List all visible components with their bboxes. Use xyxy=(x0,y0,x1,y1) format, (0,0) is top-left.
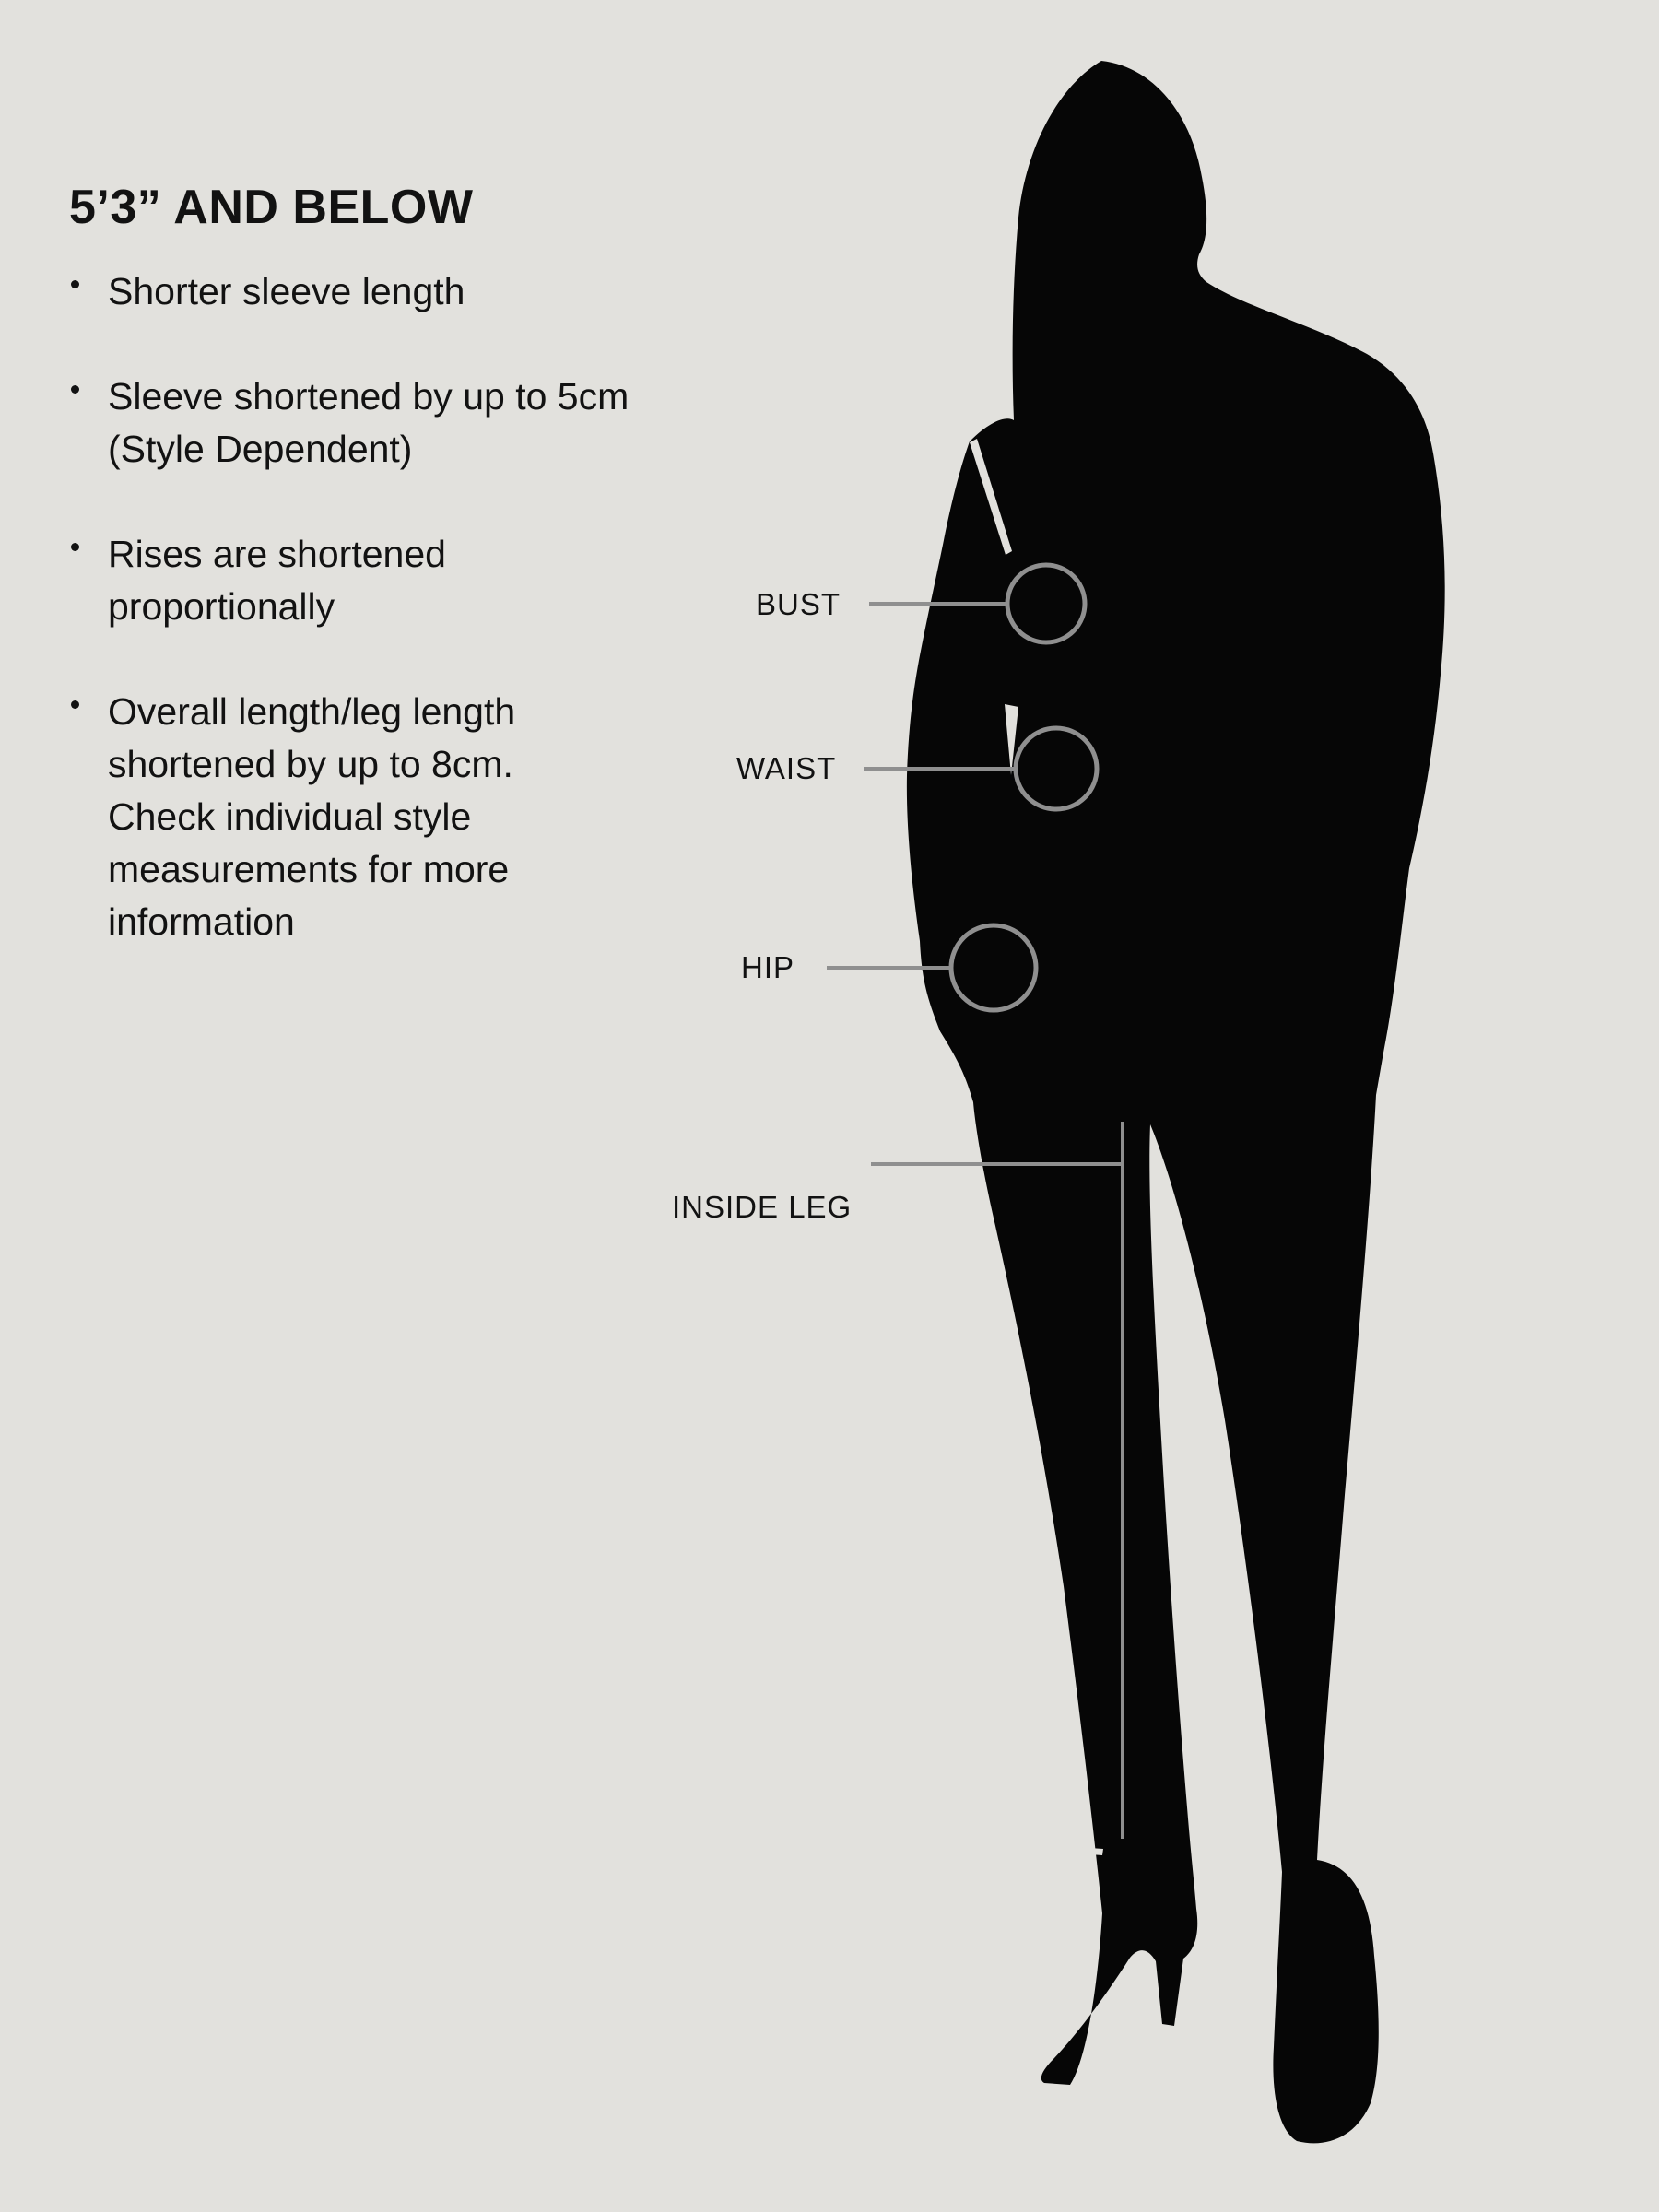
hip-label: HIP xyxy=(741,950,795,984)
inside-leg-label: INSIDE LEG xyxy=(672,1190,853,1224)
page-title: 5’3” AND BELOW xyxy=(69,180,474,234)
note-item: Rises are shortened proportionally xyxy=(108,528,716,633)
note-item: Overall length/leg length shortened by up to 8cm. Check individual style measurements for more information xyxy=(108,686,716,948)
note-item: Sleeve shortened by up to 5cm (Style Dependent) xyxy=(108,371,716,476)
waist-label: WAIST xyxy=(736,751,837,785)
woman-silhouette-image xyxy=(907,61,1445,2143)
note-item: Shorter sleeve length xyxy=(108,265,716,318)
bust-label: BUST xyxy=(756,587,841,621)
